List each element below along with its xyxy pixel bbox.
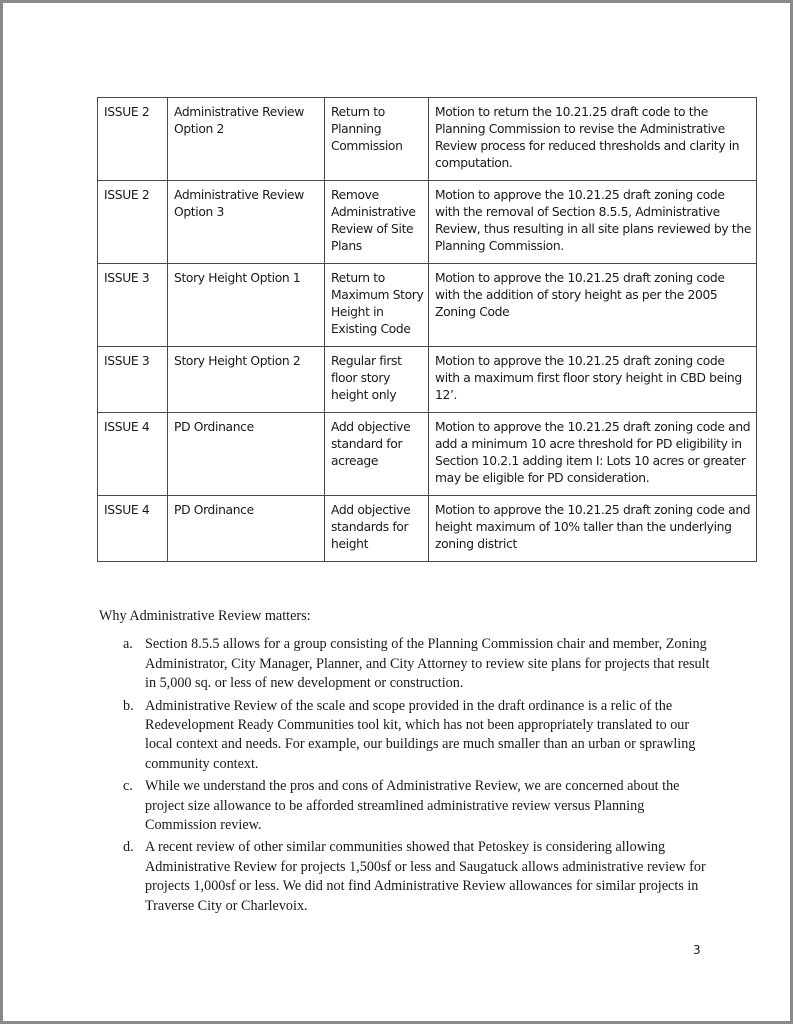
topic-cell: PD Ordinance (168, 413, 325, 496)
issue-cell: ISSUE 3 (98, 347, 168, 413)
issue-cell: ISSUE 2 (98, 181, 168, 264)
table-row (98, 264, 757, 347)
action-cell: Regular first floor story height only (325, 347, 429, 413)
action-cell: Add objective standards for height (325, 496, 429, 562)
table-row (98, 496, 757, 562)
topic-cell: Administrative Review Option 3 (168, 181, 325, 264)
list-item (99, 777, 719, 835)
topic-cell: Story Height Option 2 (168, 347, 325, 413)
list-item (99, 697, 719, 775)
topic-cell: PD Ordinance (168, 496, 325, 562)
list-item-text: While we understand the pros and cons of Administrative Review, we are concerned about the project size allowance to be afforded streamlined administrative review versus Planning Commission review. (145, 778, 680, 834)
section-heading: Why Administrative Review matters: (99, 608, 311, 624)
motion-cell: Motion to approve the 10.21.25 draft zoning code and add a minimum 10 acre threshold for PD eligibility in Section 10.2.1 adding item I: Lots 10 acres or greater may be eligible for PD consideration. (429, 413, 757, 496)
motions-table (97, 97, 757, 562)
topic-cell: Story Height Option 1 (168, 264, 325, 347)
issue-cell: ISSUE 4 (98, 413, 168, 496)
motion-cell: Motion to approve the 10.21.25 draft zoning code with the removal of Section 8.5.5, Administrative Review, thus resulting in all site plans reviewed by the Planning Commission. (429, 181, 757, 264)
page-number: 3 (693, 943, 701, 957)
action-cell: Return to Planning Commission (325, 98, 429, 181)
issue-cell: ISSUE 2 (98, 98, 168, 181)
table-row (98, 413, 757, 496)
list-item-text: Section 8.5.5 allows for a group consisting of the Planning Commission chair and member, Zoning Administrator, City Manager, Planner, and City Attorney to review site plans for projects that result in 5,000 sq. or less of new development or construction. (145, 636, 710, 692)
admin-review-section (99, 607, 719, 919)
issue-cell: ISSUE 3 (98, 264, 168, 347)
motion-cell: Motion to approve the 10.21.25 draft zoning code with a maximum first floor story height in CBD being 12’. (429, 347, 757, 413)
reasons-list (99, 635, 719, 916)
topic-cell: Administrative Review Option 2 (168, 98, 325, 181)
document-page (3, 3, 790, 1021)
list-marker: d. (123, 839, 134, 856)
action-cell: Remove Administrative Review of Site Plans (325, 181, 429, 264)
list-item (99, 838, 719, 916)
list-marker: a. (123, 636, 133, 653)
list-marker: b. (123, 697, 134, 714)
list-item-text: A recent review of other similar communities showed that Petoskey is considering allowing Administrative Review for projects 1,500sf or less and Saugatuck allows administrative review for projects 1,000sf or less. We did not find Administrative Review allowances for similar projects in Traverse City or Charlevoix. (145, 839, 706, 914)
table-row (98, 98, 757, 181)
list-marker: c. (123, 778, 133, 795)
table-row (98, 181, 757, 264)
table-row (98, 347, 757, 413)
issue-cell: ISSUE 4 (98, 496, 168, 562)
motion-cell: Motion to approve the 10.21.25 draft zoning code with the addition of story height as per the 2005 Zoning Code (429, 264, 757, 347)
action-cell: Add objective standard for acreage (325, 413, 429, 496)
list-item-text: Administrative Review of the scale and scope provided in the draft ordinance is a relic of the Redevelopment Ready Communities tool kit, which has not been appropriately translated to our local context and needs. For example, our buildings are much smaller than an urban or sprawling community context. (145, 697, 696, 772)
motion-cell: Motion to approve the 10.21.25 draft zoning code and height maximum of 10% taller than the underlying zoning district (429, 496, 757, 562)
list-item (99, 635, 719, 693)
action-cell: Return to Maximum Story Height in Existing Code (325, 264, 429, 347)
motion-cell: Motion to return the 10.21.25 draft code to the Planning Commission to revise the Administrative Review process for reduced thresholds and clarity in computation. (429, 98, 757, 181)
